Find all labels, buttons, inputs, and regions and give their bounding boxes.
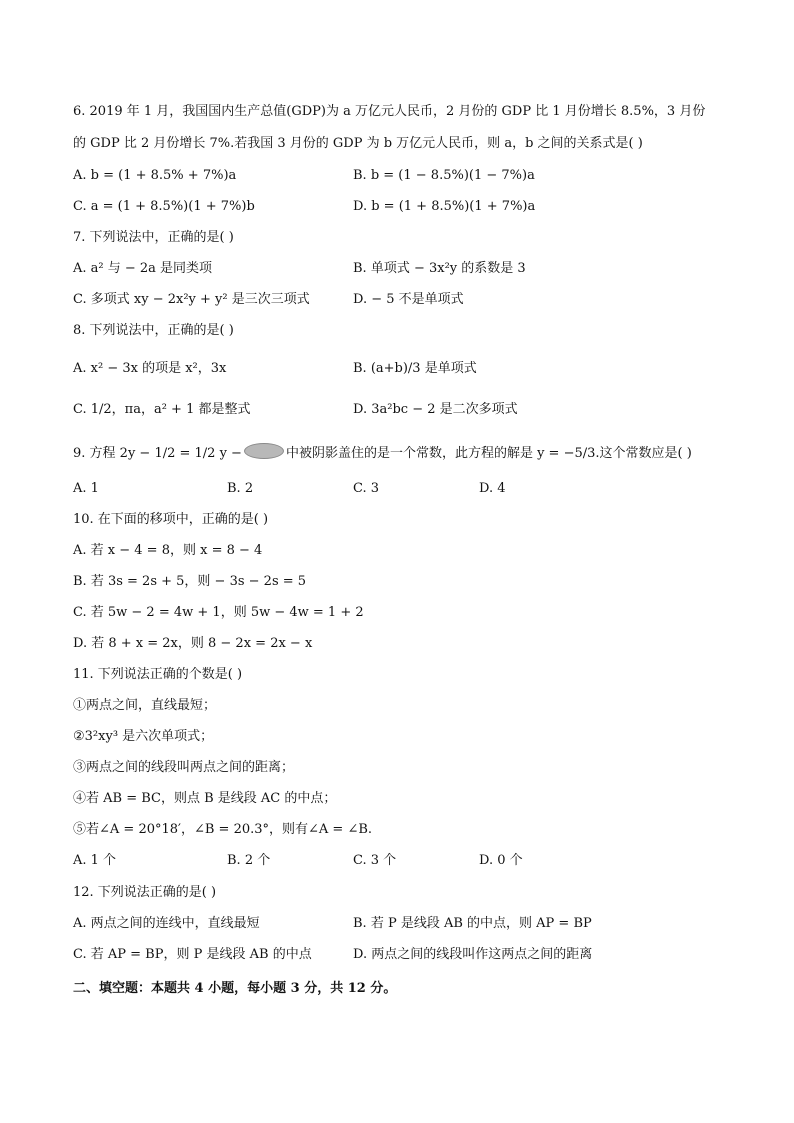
q7-option-a: A. a² 与 − 2a 是同类项: [73, 261, 213, 276]
q7-option-d: D. − 5 不是单项式: [353, 292, 464, 307]
q8-stem: 8. 下列说法中，正确的是( ): [73, 323, 234, 338]
q9-stem: [73, 443, 692, 463]
q9-option-d: D. 4: [479, 481, 506, 496]
q10-option-c: C. 若 5w − 2 = 4w + 1，则 5w − 4w = 1 + 2: [73, 605, 364, 620]
q11-option-b: B. 2 个: [227, 853, 271, 868]
q9-option-b: B. 2: [227, 481, 254, 496]
q6-stem-line1: 6. 2019 年 1 月，我国国内生产总值(GDP)为 a 万亿元人民币，2 月份的 GDP 比 1 月份增长 8.5%，3 月份: [73, 104, 706, 119]
q11-statement-2: ②3²xy³ 是六次单项式；: [73, 729, 214, 744]
q11-statement-3: ③两点之间的线段叫两点之间的距离；: [73, 760, 295, 775]
q11-option-c: C. 3 个: [353, 853, 397, 868]
q6-option-a: A. b = (1 + 8.5% + 7%)a: [73, 168, 237, 183]
q12-option-d: D. 两点之间的线段叫作这两点之间的距离: [353, 947, 593, 962]
q11-statement-1: ①两点之间，直线最短；: [73, 698, 217, 713]
q6-option-c: C. a = (1 + 8.5%)(1 + 7%)b: [73, 199, 255, 214]
q9-option-a: A. 1: [73, 481, 99, 496]
q9-stem-left: 9. 方程 2y − 1/2 = 1/2 y −: [73, 446, 242, 461]
q6-option-d: D. b = (1 + 8.5%)(1 + 7%)a: [353, 199, 536, 214]
q10-stem: 10. 在下面的移项中，正确的是( ): [73, 512, 269, 527]
q12-option-a: A. 两点之间的连线中，直线最短: [73, 916, 260, 931]
q11-option-a: A. 1 个: [73, 853, 117, 868]
q6-stem-line2: 的 GDP 比 2 月份增长 7%.若我国 3 月份的 GDP 为 b 万亿元人民币，则 a，b 之间的关系式是( ): [73, 136, 643, 151]
q10-option-b: B. 若 3s = 2s + 5，则 − 3s − 2s = 5: [73, 574, 307, 589]
q11-option-d: D. 0 个: [479, 853, 523, 868]
q12-stem: 12. 下列说法正确的是( ): [73, 885, 217, 900]
q8-option-d: D. 3a²bc − 2 是二次多项式: [353, 402, 518, 417]
q7-stem: 7. 下列说法中，正确的是( ): [73, 230, 234, 245]
q7-option-b: B. 单项式 − 3x²y 的系数是 3: [353, 261, 526, 276]
q7-option-c: C. 多项式 xy − 2x²y + y² 是三次三项式: [73, 292, 310, 307]
q10-option-a: A. 若 x − 4 = 8，则 x = 8 − 4: [73, 543, 263, 558]
q11-stem: 11. 下列说法正确的个数是( ): [73, 667, 243, 682]
shadow-blot: [244, 443, 284, 459]
q8-option-c: C. 1/2，πa，a² + 1 都是整式: [73, 402, 251, 417]
q8-option-a: A. x² − 3x 的项是 x²，3x: [73, 361, 227, 376]
q9-stem-right: 中被阴影盖住的是一个常数，此方程的解是 y = −5/3.这个常数应是( ): [285, 446, 692, 461]
q12-option-b: B. 若 P 是线段 AB 的中点，则 AP = BP: [353, 916, 592, 931]
q8-option-b: B. (a+b)/3 是单项式: [353, 361, 477, 376]
q11-statement-5: ⑤若∠A = 20°18′，∠B = 20.3°，则有∠A = ∠B.: [73, 822, 373, 837]
section-heading-fill-in: 二、填空题：本题共 4 小题，每小题 3 分，共 12 分。: [73, 981, 397, 996]
q10-option-d: D. 若 8 + x = 2x，则 8 − 2x = 2x − x: [73, 636, 313, 651]
q11-statement-4: ④若 AB = BC，则点 B 是线段 AC 的中点；: [73, 791, 337, 806]
q9-option-c: C. 3: [353, 481, 380, 496]
q6-option-b: B. b = (1 − 8.5%)(1 − 7%)a: [353, 168, 535, 183]
q12-option-c: C. 若 AP = BP，则 P 是线段 AB 的中点: [73, 947, 312, 962]
